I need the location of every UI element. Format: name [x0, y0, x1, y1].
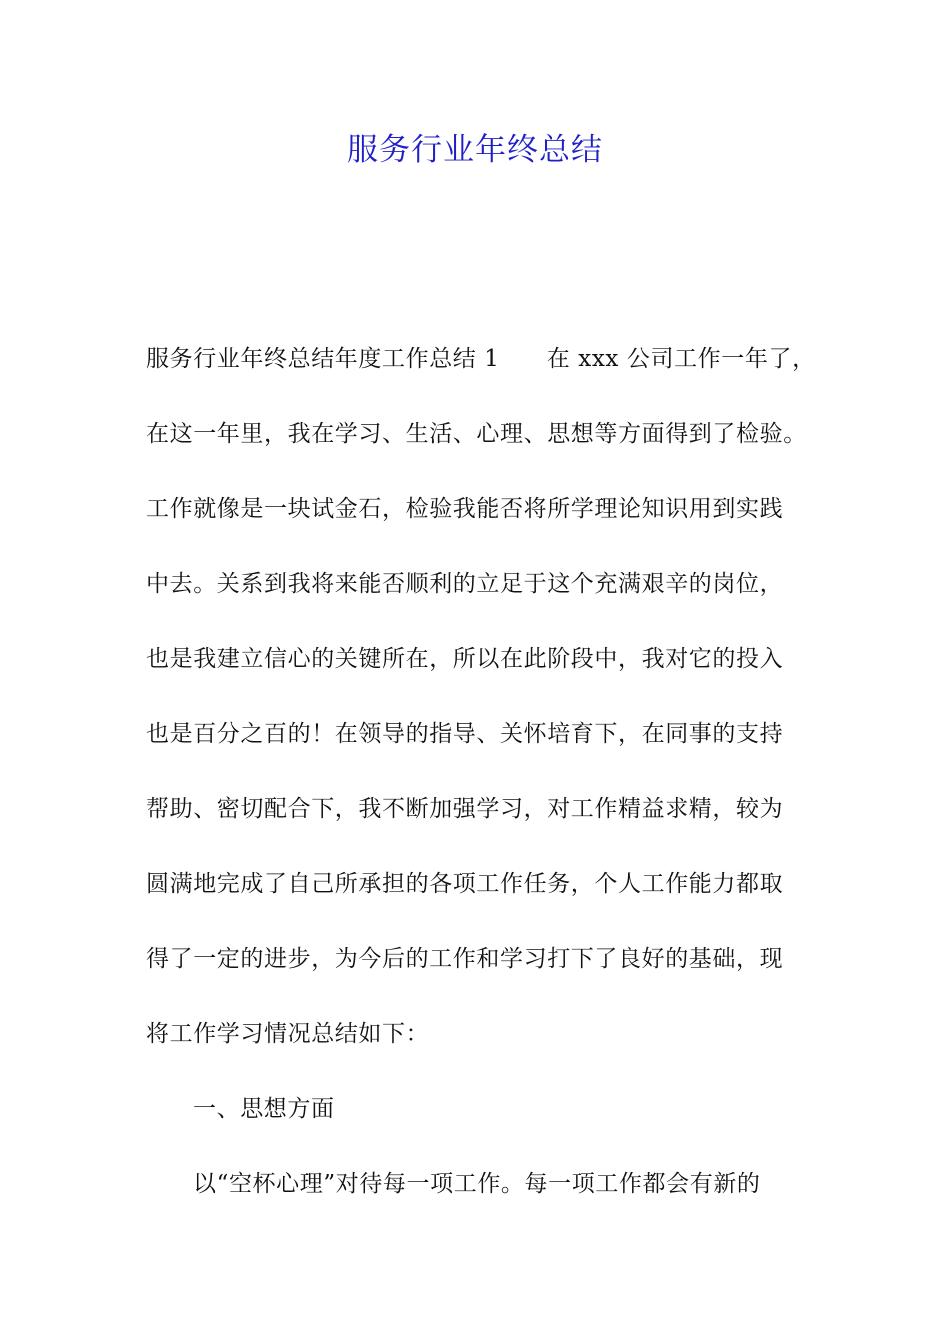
body-line: 工作就像是一块试金石，检验我能否将所学理论知识用到实践 — [146, 496, 784, 522]
section-paragraph-line: 以“空杯心理”对待每一项工作。每一项工作都会有新的 — [193, 1171, 761, 1197]
body-line: 服务行业年终总结年度工作总结 1 在 xxx 公司工作一年了， — [146, 346, 816, 372]
body-line: 中去。关系到我将来能否顺利的立足于这个充满艰辛的岗位， — [146, 571, 784, 597]
body-line: 圆满地完成了自己所承担的各项工作任务，个人工作能力都取 — [146, 871, 784, 897]
section-heading: 一、思想方面 — [193, 1096, 335, 1122]
document-title: 服务行业年终总结 — [347, 132, 603, 168]
body-line: 得了一定的进步，为今后的工作和学习打下了良好的基础，现 — [146, 946, 784, 972]
body-line: 也是百分之百的！在领导的指导、关怀培育下，在同事的支持 — [146, 721, 784, 747]
body-line: 也是我建立信心的关键所在，所以在此阶段中，我对它的投入 — [146, 646, 784, 672]
body-line: 在这一年里，我在学习、生活、心理、思想等方面得到了检验。 — [146, 421, 807, 447]
body-line: 将工作学习情况总结如下： — [146, 1021, 430, 1047]
body-line: 帮助、密切配合下，我不断加强学习，对工作精益求精，较为 — [146, 796, 784, 822]
